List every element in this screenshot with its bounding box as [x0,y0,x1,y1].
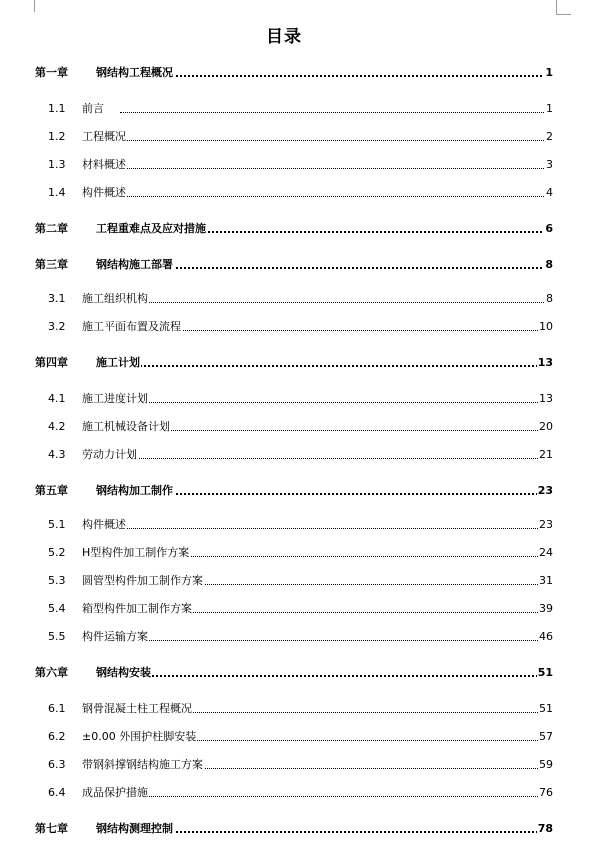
toc-entry-number: 1.3 [48,158,66,171]
toc-section-entry[interactable] [0,390,598,408]
toc-section-entry[interactable] [0,318,598,336]
toc-page-number: 1 [544,64,553,82]
toc-dot-leader [120,430,546,431]
toc-dot-leader [140,75,546,77]
toc-page-number: 23 [537,482,553,500]
toc-page-number: 57 [538,728,553,746]
toc-entry-title: 钢结构工程概况 [96,64,174,82]
toc-entry-title: 钢结构安装 [96,664,152,682]
toc-page-number: 1 [545,100,553,118]
toc-page-number: 51 [538,700,553,718]
toc-dot-leader [120,112,546,113]
toc-dot-leader [120,640,546,641]
toc-section-entry[interactable] [0,516,598,534]
toc-entry-title: 钢结构施工部署 [96,256,174,274]
toc-entry-title: 钢结构加工制作 [96,482,174,500]
toc-entry-number: 5.2 [48,546,66,559]
toc-entry-title: 带钢斜撑钢结构施工方案 [82,756,204,774]
toc-entry-title: 材料概述 [82,156,127,174]
toc-entry-number: 5.5 [48,630,66,643]
toc-entry-title: 施工进度计划 [82,390,149,408]
toc-entry-number: 6.3 [48,758,66,771]
toc-section-entry[interactable] [0,728,598,746]
toc-dot-leader [140,831,546,833]
page-corner-mark-left [22,0,35,12]
toc-entry-title: 施工计划 [96,354,141,372]
toc-chapter-entry[interactable] [0,64,598,82]
toc-entry-number: 6.1 [48,702,66,715]
toc-section-entry[interactable] [0,572,598,590]
toc-dot-leader [140,493,546,495]
toc-entry-title: 施工机械设备计划 [82,418,171,436]
toc-section-entry[interactable] [0,756,598,774]
toc-entry-title: 箱型构件加工制作方案 [82,600,193,618]
toc-entry-title: 钢结构测理控制 [96,820,174,838]
toc-title: 目录 [266,27,302,47]
toc-page-number: 8 [544,256,553,274]
toc-entry-number: 4.1 [48,392,66,405]
toc-chapter-entry[interactable] [0,354,598,372]
toc-entry-title: 圆管型构件加工制作方案 [82,572,204,590]
toc-chapter-entry[interactable] [0,256,598,274]
toc-entry-title: 钢骨混凝土柱工程概况 [82,700,193,718]
toc-dot-leader [140,675,546,677]
toc-entry-number: 3.1 [48,292,66,305]
toc-dot-leader [120,796,546,797]
toc-entry-number: 6.2 [48,730,66,743]
toc-section-entry[interactable] [0,700,598,718]
toc-entry-title: H型构件加工制作方案 [82,544,190,562]
toc-section-entry[interactable] [0,290,598,308]
toc-entry-number: 3.2 [48,320,66,333]
toc-entry-title: 成品保护措施 [82,784,149,802]
toc-page-number: 21 [538,446,553,464]
toc-entry-number: 第六章 [35,666,68,679]
toc-section-entry[interactable] [0,128,598,146]
toc-page-number: 8 [545,290,553,308]
toc-page-number: 4 [545,184,553,202]
toc-chapter-entry[interactable] [0,664,598,682]
toc-page-number: 39 [538,600,553,618]
toc-page-number: 10 [538,318,553,336]
toc-entry-number: 5.3 [48,574,66,587]
toc-entry-number: 1.1 [48,102,66,115]
toc-entry-number: 第一章 [35,66,68,79]
toc-section-entry[interactable] [0,156,598,174]
toc-page-number: 24 [538,544,553,562]
toc-section-entry[interactable] [0,784,598,802]
toc-chapter-entry[interactable] [0,820,598,838]
toc-page-number: 23 [538,516,553,534]
toc-entry-title: 施工组织机构 [82,290,149,308]
page-corner-mark-right [556,0,571,15]
toc-page-number: 78 [537,820,553,838]
toc-dot-leader [120,196,546,197]
toc-dot-leader [120,402,546,403]
toc-entry-title: 构件概述 [82,516,127,534]
toc-section-entry[interactable] [0,418,598,436]
toc-entry-title: 构件概述 [82,184,127,202]
toc-entry-number: 5.4 [48,602,66,615]
toc-chapter-entry[interactable] [0,482,598,500]
toc-dot-leader [120,330,546,331]
toc-entry-number: 4.3 [48,448,66,461]
toc-entry-title: 构件运输方案 [82,628,149,646]
toc-dot-leader [140,365,546,367]
toc-page-number: 51 [537,664,553,682]
toc-entry-number: 第三章 [35,258,68,271]
toc-page-number: 76 [538,784,553,802]
toc-entry-title: 工程概况 [82,128,127,146]
toc-page-number: 2 [545,128,553,146]
toc-entry-number: 1.2 [48,130,66,143]
toc-dot-leader [140,267,546,269]
toc-dot-leader [120,168,546,169]
toc-page-number: 13 [537,354,553,372]
toc-entry-number: 1.4 [48,186,66,199]
toc-entry-title: 施工平面布置及流程 [82,318,182,336]
toc-section-entry[interactable] [0,184,598,202]
toc-section-entry[interactable] [0,446,598,464]
toc-entry-number: 第七章 [35,822,68,835]
toc-dot-leader [120,302,546,303]
toc-chapter-entry[interactable] [0,220,598,238]
toc-section-entry[interactable] [0,628,598,646]
toc-page-number: 20 [538,418,553,436]
toc-dot-leader [120,528,546,529]
toc-dot-leader [120,140,546,141]
toc-entry-number: 第五章 [35,484,68,497]
toc-entry-number: 5.1 [48,518,66,531]
toc-entry-number: 第二章 [35,222,68,235]
toc-section-entry[interactable] [0,544,598,562]
toc-entry-number: 第四章 [35,356,68,369]
toc-page-number: 59 [538,756,553,774]
toc-section-entry[interactable] [0,100,598,118]
toc-section-entry[interactable] [0,600,598,618]
toc-entry-title: 工程重难点及应对措施 [96,220,207,238]
toc-page-number: 3 [545,156,553,174]
toc-page-number: 13 [538,390,553,408]
toc-page-number: 46 [538,628,553,646]
toc-entry-title: 劳动力计划 [82,446,138,464]
toc-page-number: 6 [544,220,553,238]
toc-entry-number: 4.2 [48,420,66,433]
toc-entry-title: ±0.00 外围护柱脚安装 [82,728,197,746]
toc-entry-title: 前言 [82,100,105,118]
toc-page-number: 31 [538,572,553,590]
toc-dot-leader [120,458,546,459]
toc-entry-number: 6.4 [48,786,66,799]
